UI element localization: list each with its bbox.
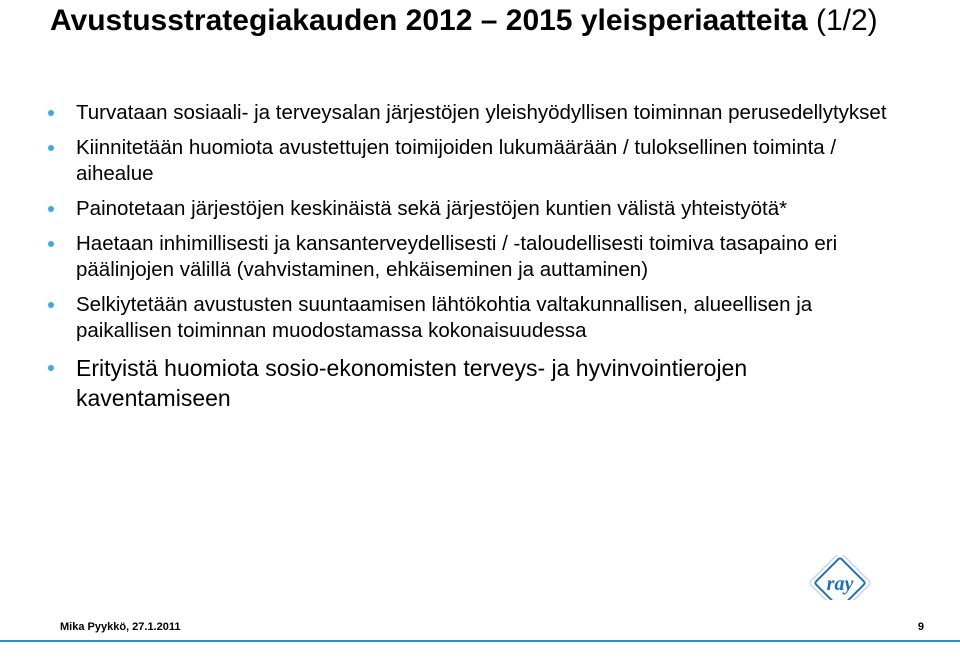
- bullet-dot-icon: [48, 145, 54, 151]
- bullet-text: Haetaan inhimillisesti ja kansanterveydellisesti / -taloudellisesti toimiva tasapaino eri päälinjojen välillä (vahvistaminen, ehkäiseminen ja auttaminen): [76, 232, 838, 281]
- bullet-dot-icon: [48, 110, 54, 116]
- bullet-dot-icon: [48, 302, 54, 308]
- page-number: 9: [917, 621, 924, 633]
- bullet-text: Kiinnitetään huomiota avustettujen toimijoiden lukumäärään / tuloksellinen toiminta / aihealue: [76, 136, 837, 185]
- bullet-item: [48, 135, 908, 187]
- bullet-dot-icon: [48, 365, 54, 371]
- bullet-item: [48, 196, 908, 222]
- slide-title-part-number: (1/2): [807, 4, 878, 37]
- bullet-text: Painotetaan järjestöjen keskinäistä sekä järjestöjen kuntien välistä yhteistyötä*: [76, 197, 788, 220]
- footer-author-date: Mika Pyykkö, 27.1.2011: [60, 621, 181, 633]
- bullet-dot-icon: [48, 241, 54, 247]
- slide-title-bold: Avustusstrategiakauden 2012 – 2015 yleisperiaatteita: [50, 4, 808, 37]
- bullet-item: [48, 292, 908, 344]
- footer-band: [0, 600, 960, 640]
- bullet-dot-icon: [48, 206, 54, 212]
- bullet-item: [48, 100, 908, 126]
- bullet-item: [48, 231, 908, 283]
- logo-text: ray: [826, 573, 854, 595]
- bullet-text: Turvataan sosiaali- ja terveysalan järjestöjen yleishyödyllisen toiminnan perusedellytykset: [76, 101, 887, 124]
- footer-divider: [0, 640, 960, 642]
- bullet-list: [48, 100, 908, 422]
- bullet-text: Erityistä huomiota sosio-ekonomisten terveys- ja hyvinvointierojen kaventamiseen: [76, 355, 748, 411]
- bullet-text: Selkiytetään avustusten suuntaamisen lähtökohtia valtakunnallisen, alueellisen ja paikallisen toiminnan muodostamassa kokonaisuudessa: [76, 293, 813, 342]
- bullet-item: [48, 353, 908, 413]
- slide-title: [50, 2, 930, 40]
